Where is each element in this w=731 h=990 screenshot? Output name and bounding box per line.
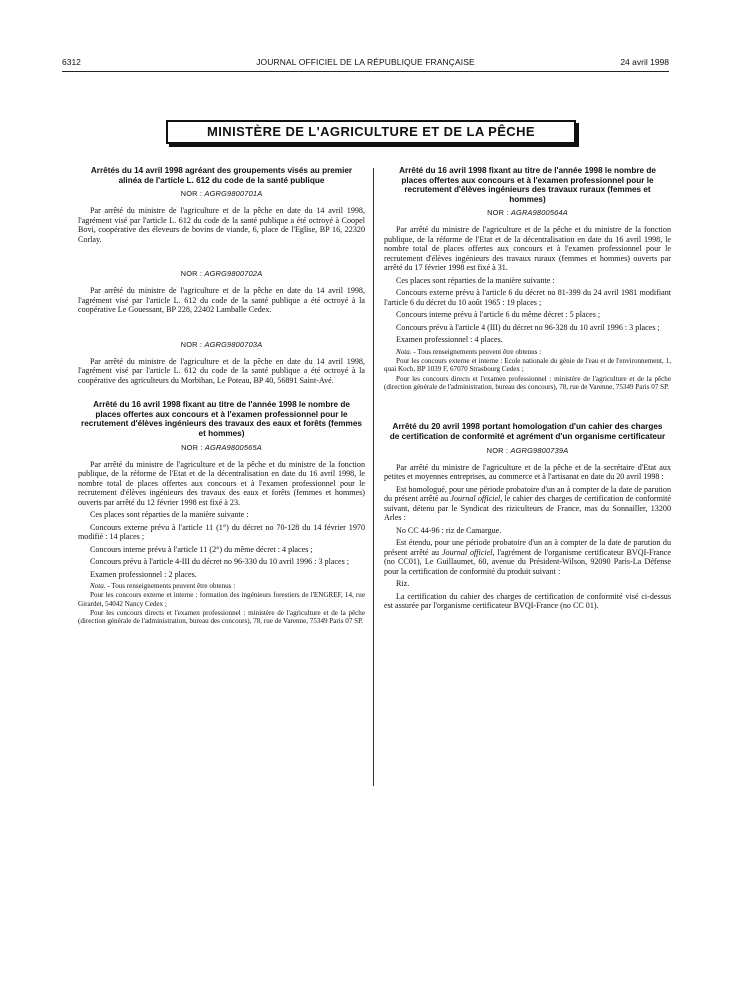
nota-text: - Tous renseignements peuvent être obtenus :	[105, 582, 236, 591]
article-paragraph: Ces places sont réparties de la manière suivante :	[396, 275, 555, 285]
article-agrement-groupements	[78, 166, 365, 385]
article-paragraph: No CC 44-96 : riz de Camargue.	[396, 525, 502, 535]
nor-label: NOR :	[180, 339, 203, 349]
article-paragraph: Par arrêté du ministre de l'agriculture et de la pêche en date du 14 avril 1998, l'agrément visé par l'article L. 612 du code de la santé publique a été octroyé à la coopérative des agriculteurs du Morbihan, Le Poteau, BP 40, 56891 Saint-Avé.	[78, 356, 365, 385]
nor-code: AGRA9800565A	[204, 442, 262, 452]
journal-officiel-ref: Journal officiel	[441, 547, 493, 557]
article-paragraph: Concours externe prévu à l'article 6 du décret no 81-399 du 24 avril 1981 modifiant l'article 6 du décret du 10 août 1965 : 19 places ;	[384, 288, 671, 307]
nor-reference	[78, 443, 365, 452]
article-paragraph: Par arrêté du ministre de l'agriculture et de la pêche et du ministre de la fonction publique, de la réforme de l'Etat et de la décentralisation en date du 16 avril 1998, le nombre total de places offertes aux concours et à l'examen professionnel pour le recrutement d'élèves ingénieurs des travaux des eaux et forêts (femmes et hommes) ouverts par arrêté du 12 février 1998 est fixé à 23.	[78, 459, 365, 507]
article-title: Arrêté du 16 avril 1998 fixant au titre de l'année 1998 le nombre de places offertes aux concours et à l'examen professionnel pour le recrutement d'élèves ingénieurs des travaux ruraux (femmes et hommes)	[399, 166, 656, 204]
article-paragraph: Examen professionnel : 2 places.	[90, 569, 197, 579]
column-divider	[373, 168, 374, 786]
nor-reference	[384, 446, 671, 455]
article-places-travaux-ruraux	[384, 166, 671, 391]
nota-line: Pour les concours externe et interne : Ecole nationale du génie de l'eau et de l'environnement, 1, quai Koch, BP 1039 F, 67070 Strasbourg Cedex ;	[384, 357, 671, 374]
nor-label: NOR :	[180, 189, 203, 199]
nor-label: NOR :	[486, 445, 509, 455]
article-paragraph: Par arrêté du ministre de l'agriculture et de la pêche et de la secrétaire d'Etat aux petites et moyennes entreprises, au commerce et à l'artisanat en date du 20 avril 1998 :	[384, 462, 671, 482]
article-paragraph: Examen professionnel : 4 places.	[396, 335, 503, 345]
nota-line: Pour les concours directs et l'examen professionnel : ministère de l'agriculture et de la pêche (direction générale de l'administration, bureau des concours), 78, rue de Varenne, 75349 Paris 07 SP.	[384, 374, 671, 392]
journal-title: JOURNAL OFFICIEL DE LA RÉPUBLIQUE FRANÇAISE	[256, 57, 475, 67]
nota-label: Nota.	[396, 347, 412, 356]
header-rule	[62, 71, 669, 72]
article-paragraph: Ces places sont réparties de la manière suivante :	[90, 510, 249, 520]
nota-line	[384, 348, 671, 356]
nor-reference	[78, 189, 365, 198]
nor-label: NOR :	[181, 442, 203, 452]
article-title: Arrêtés du 14 avril 1998 agréant des groupements visés au premier alinéa de l'article L. 612 du code de la santé publique	[90, 166, 353, 185]
ministry-heading: MINISTÈRE DE L'AGRICULTURE ET DE LA PÊCHE	[166, 120, 576, 144]
journal-officiel-ref: Journal officiel	[450, 494, 501, 504]
article-paragraph: Riz.	[396, 579, 410, 589]
article-paragraph: Concours prévu à l'article 4-III du décret no 96-330 du 10 avril 1996 : 3 places ;	[90, 557, 350, 567]
paragraph-text: , le cahier des charges de certification de conformité suivant, détenu par le Syndicat des riziculteurs de France, mas du Sonnailler, 13200 Arles :	[384, 494, 671, 523]
article-paragraph: La certification du cahier des charges de certification de conformité visé ci-dessus est assurée par l'organisme certificateur BVQI-France (no CC 01).	[384, 591, 671, 611]
nota-line: Pour les concours externe et interne : formation des ingénieurs forestiers de l'ENGREF, 14, rue Girardet, 54042 Nancy Cedex ;	[78, 591, 365, 608]
article-paragraph: Concours externe prévu à l'article 11 (1°) du décret no 70-128 du 14 février 1970 modifié : 14 places ;	[78, 522, 365, 542]
nota-label: Nota.	[90, 582, 106, 591]
nor-code: AGRG9800702A	[204, 269, 263, 279]
nor-code: AGRG9800739A	[510, 445, 569, 455]
paragraph-text: Est homologué, pour une période probatoire d'un an à compter de la date de parution du présent arrêté au	[384, 484, 671, 504]
nota-text: - Tous renseignements peuvent être obtenus :	[411, 347, 542, 356]
page-header	[62, 57, 669, 71]
left-column	[78, 166, 365, 627]
article-paragraph	[384, 485, 671, 523]
article-paragraph: Concours prévu à l'article 4 (III) du décret no 96-328 du 10 avril 1996 : 3 places ;	[396, 322, 660, 332]
nor-code: AGRA9800564A	[510, 208, 568, 218]
paragraph-text: Est étendu, pour une période probatoire d'un an à compter de la date de parution du présent arrêté au	[384, 538, 671, 557]
right-column	[384, 166, 671, 614]
nor-reference	[78, 269, 365, 278]
nota-line	[78, 582, 365, 590]
issue-date: 24 avril 1998	[620, 57, 669, 67]
nor-label: NOR :	[180, 269, 203, 279]
nor-code: AGRG9800703A	[204, 339, 263, 349]
nor-reference	[384, 208, 671, 217]
article-paragraph: Par arrêté du ministre de l'agriculture et de la pêche et du ministre de la fonction publique, de la réforme de l'Etat et de la décentralisation en date du 16 avril 1998, le nombre total de places offertes aux concours et à l'examen professionnel pour le recrutement d'élèves ingénieurs des travaux ruraux (femmes et hommes) ouverts par arrêté du 17 février 1998 est fixé à 31.	[384, 225, 671, 273]
article-paragraph: Concours interne prévu à l'article 11 (2°) du même décret : 4 places ;	[90, 544, 313, 554]
article-title: Arrêté du 20 avril 1998 portant homologation d'un cahier des charges de certification de conformité et agrément d'un organisme certificateur	[389, 422, 666, 441]
nor-reference	[78, 340, 365, 349]
article-homologation-cahier	[384, 422, 671, 610]
article-paragraph: Par arrêté du ministre de l'agriculture et de la pêche en date du 14 avril 1998, l'agrément visé par l'article L. 612 du code de la santé publique a été octroyé à Coopel Bovi, coopérative des éleveurs de bovins de viande, 6, place de l'Eglise, BP 16, 22320 Corlay.	[78, 206, 365, 244]
article-title: Arrêté du 16 avril 1998 fixant au titre de l'année 1998 le nombre de places offertes aux concours et à l'examen professionnel pour le recrutement d'élèves ingénieurs des travaux des eaux et forêts (femmes et hommes)	[81, 400, 362, 438]
article-places-eaux-forets	[78, 400, 365, 625]
paragraph-text: , l'agrément de l'organisme certificateur BVQI-France (no CC01), Le Guillaumet, 60, avenue du Président-Wilson, 92090 Paris-La Défense pour la certification de conformité du produit suivant :	[384, 547, 671, 576]
article-paragraph: Par arrêté du ministre de l'agriculture et de la pêche en date du 14 avril 1998, l'agrément visé par l'article L. 612 du code de la santé publique a été octroyé à la coopérative Le Gouessant, BP 228, 22402 Lamballe Cedex.	[78, 286, 365, 315]
article-paragraph	[384, 538, 671, 576]
article-paragraph: Concours interne prévu à l'article 6 du même décret : 5 places ;	[396, 310, 601, 320]
nor-code: AGRG9800701A	[204, 189, 263, 199]
page-number: 6312	[62, 57, 81, 67]
nor-label: NOR :	[487, 208, 509, 218]
nota-line: Pour les concours directs et l'examen professionnel : ministère de l'agriculture et de la pêche (direction générale de l'administration, bureau des concours), 78, rue de Varenne, 75349 Paris 07 SP.	[78, 608, 365, 626]
